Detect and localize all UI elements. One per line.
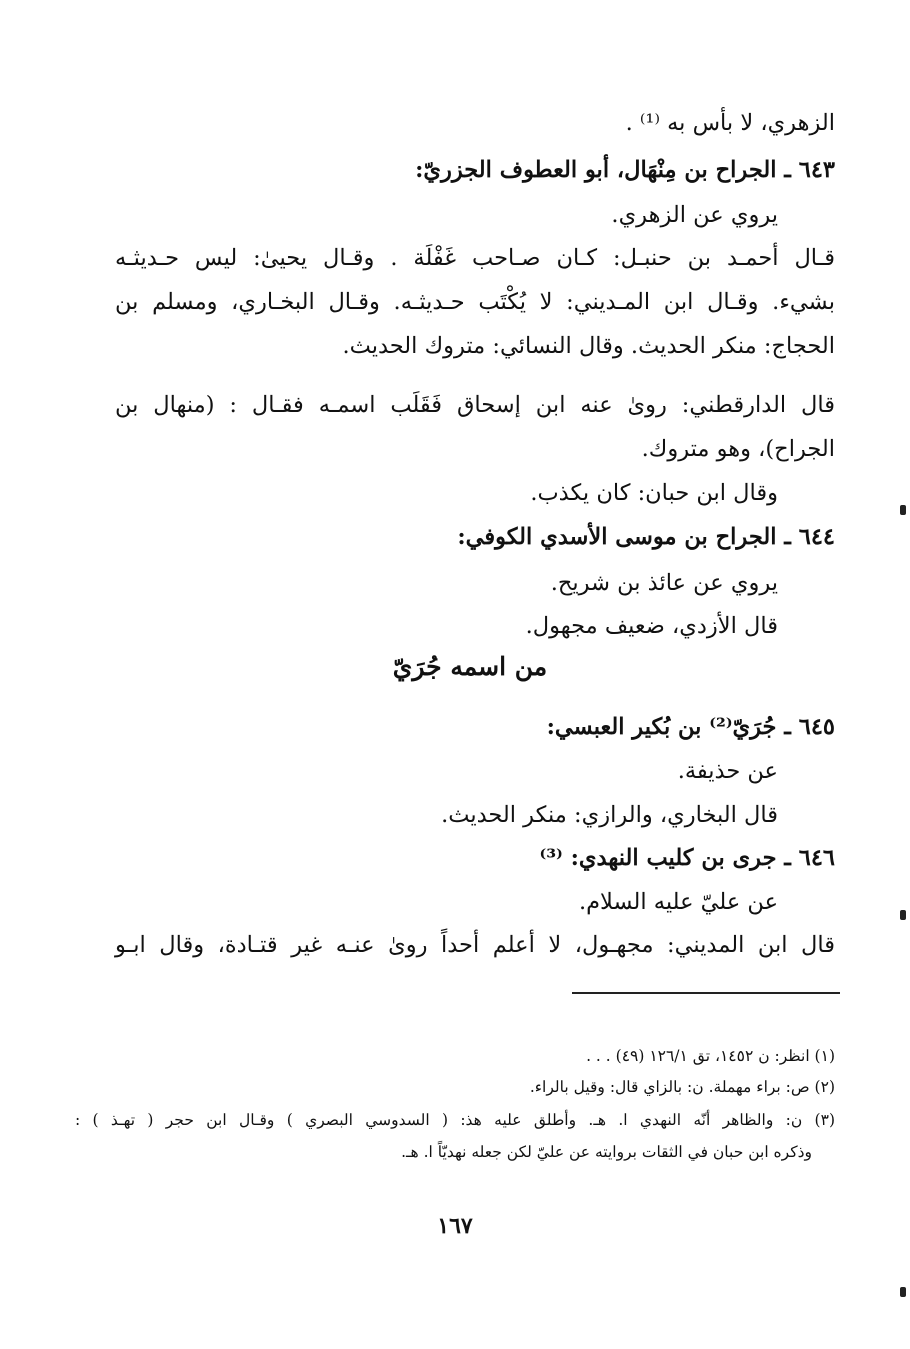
page-number: ١٦٧ bbox=[437, 1213, 473, 1239]
text-line: قـال أحمـد بن حنبـل: كـان صـاحب غَفْلَة . وقـال يحيىٰ: ليس حـديثـه bbox=[115, 245, 835, 271]
footnote-line: وذكره ابن حبان في الثقات بروايته عن عليّ لكن جعله نهديّاً ا. هـ. bbox=[401, 1143, 812, 1161]
text-line: يروي عن عائذ بن شريح. bbox=[550, 570, 778, 596]
entry-heading: ٦٤٥ ـ جُرَيّ⁽²⁾ بن بُكير العبسي: bbox=[546, 714, 835, 740]
text-line: الحجاج: منكر الحديث. وقال النسائي: متروك الحديث. bbox=[342, 333, 835, 359]
entry-heading: ٦٤٣ ـ الجراح بن مِنْهَال، أبو العطوف الجزريّ: bbox=[415, 157, 835, 183]
footnote-line: (٣) ن: والظاهر أنّه النهدي ا. هـ. وأطلق عليه هذ: ( السدوسي البصري ) وقـال ابن حجر ( تهـذ ) : bbox=[75, 1111, 835, 1129]
text-line: قال الدارقطني: روىٰ عنه ابن إسحاق فَقَلَب اسمـه فقـال : (منهال بن bbox=[115, 392, 835, 418]
scan-edge-mark bbox=[900, 505, 906, 515]
text-line: يروي عن الزهري. bbox=[611, 202, 778, 228]
text-line: قال ابن المديني: مجهـول، لا أعلم أحداً روىٰ عنـه غير قتـادة، وقال ابـو bbox=[115, 932, 835, 958]
text-line: وقال ابن حبان: كان يكذب. bbox=[530, 480, 778, 506]
text-line: الجراح)، وهو متروك. bbox=[641, 436, 835, 462]
footnote-line: (٢) ص: براء مهملة. ن: بالزاي قال: وقيل بالراء. bbox=[529, 1078, 835, 1096]
text-line: الزهري، لا بأس به ⁽¹⁾ . bbox=[625, 110, 835, 136]
text-line: قال الأزدي، ضعيف مجهول. bbox=[525, 613, 778, 639]
text-line: عن حذيفة. bbox=[677, 758, 778, 784]
footnote-separator bbox=[572, 992, 840, 994]
text-line: بشيء. وقـال ابن المـديني: لا يُكْتَب حـديثـه. وقـال البخـاري، ومسلم بن bbox=[115, 289, 835, 315]
section-heading: من اسمه جُرَيّ bbox=[392, 652, 548, 681]
scan-edge-mark bbox=[900, 1287, 906, 1297]
text-line: قال البخاري، والرازي: منكر الحديث. bbox=[441, 802, 778, 828]
footnote-line: (١) انظر: ن ١٤٥٢، تق ١٢٦/١ (٤٩) . . . bbox=[586, 1047, 835, 1065]
entry-heading: ٦٤٦ ـ جرى بن كليب النهدي: ⁽³⁾ bbox=[539, 845, 835, 871]
text-line: عن عليّ عليه السلام. bbox=[578, 889, 778, 915]
entry-heading: ٦٤٤ ـ الجراح بن موسى الأسدي الكوفي: bbox=[457, 524, 835, 550]
scan-edge-mark bbox=[900, 910, 906, 920]
